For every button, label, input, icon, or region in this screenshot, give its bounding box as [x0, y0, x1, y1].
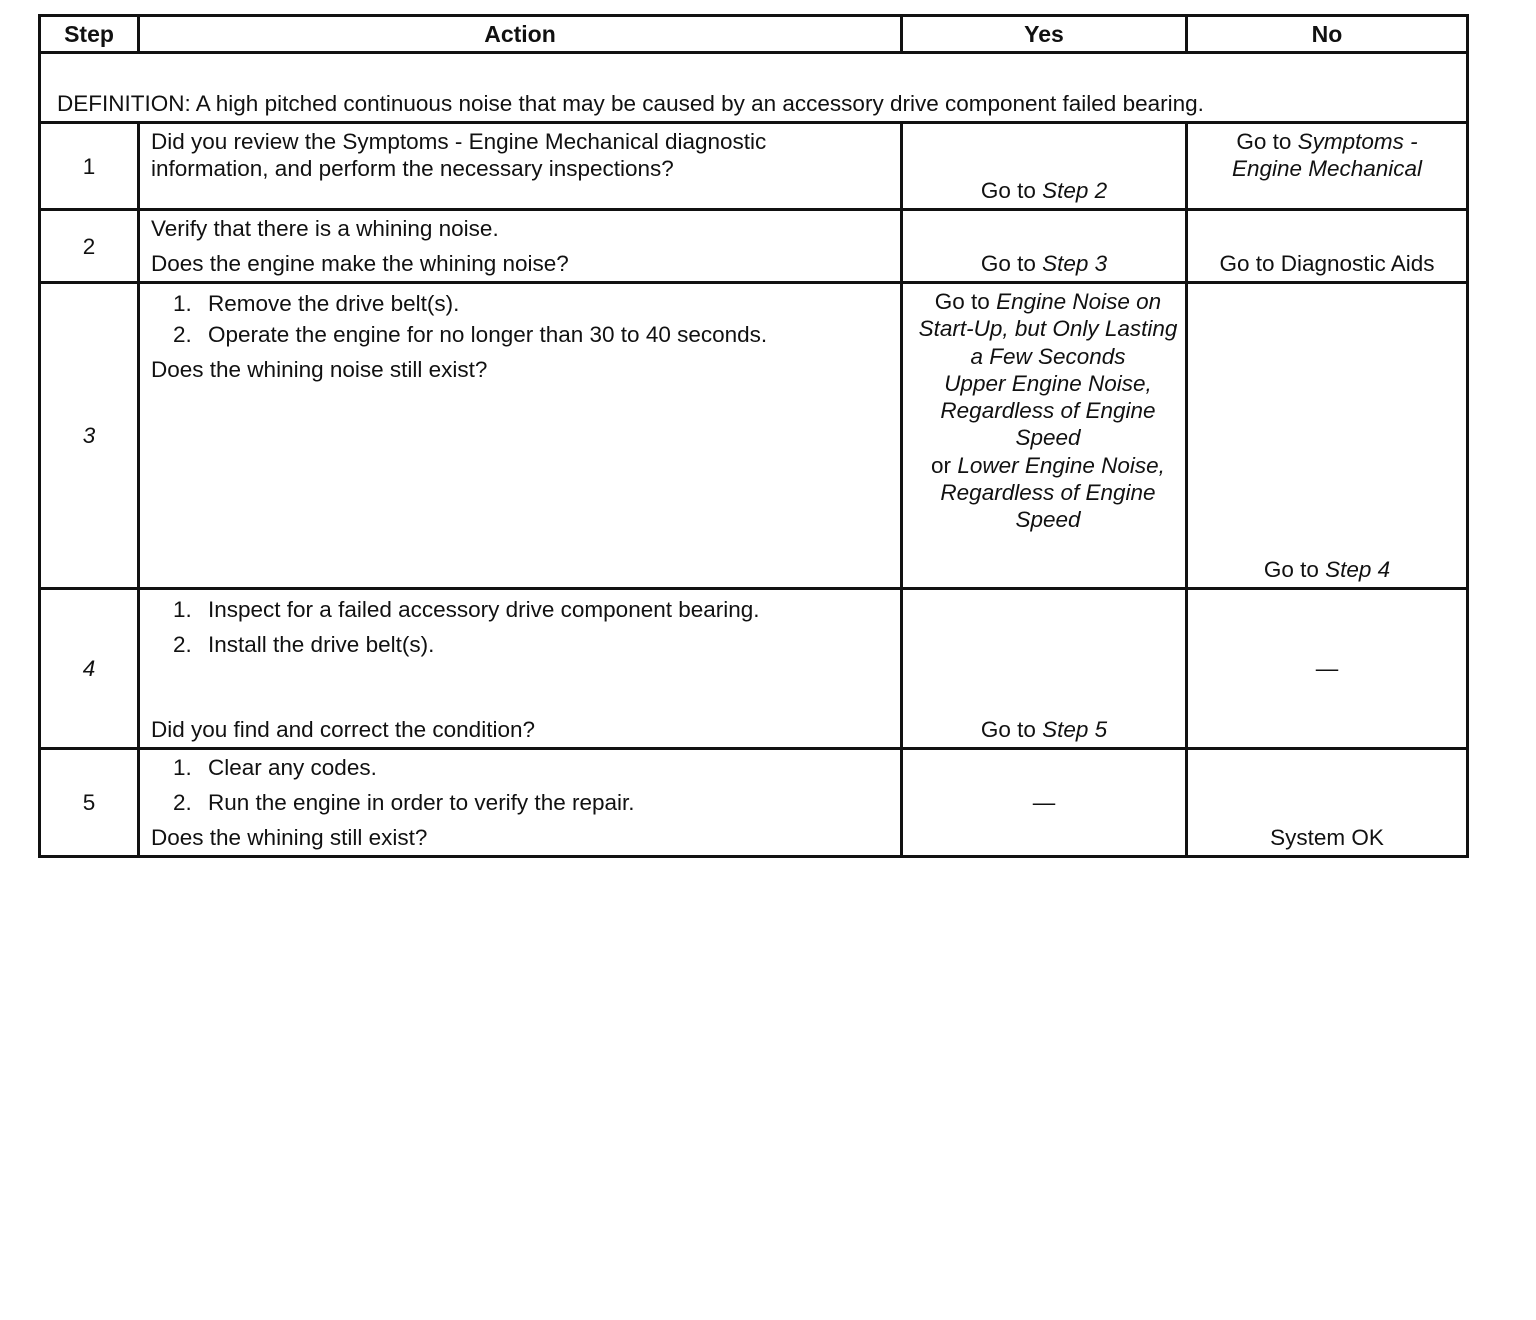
no-dash: —: [1315, 656, 1339, 681]
header-action: Action: [139, 16, 902, 53]
item-number: 2.: [173, 632, 192, 657]
no-cell: [1187, 210, 1468, 283]
action-text: information, and perform the necessary inspections?: [151, 156, 674, 181]
yes-or: or: [931, 452, 958, 478]
diagnostic-table: [38, 14, 1469, 858]
table-row: [40, 589, 1468, 749]
no-link[interactable]: System OK: [1270, 825, 1384, 850]
table-row: [40, 210, 1468, 283]
action-question: Does the whining still exist?: [151, 825, 428, 850]
table-row: [40, 283, 1468, 589]
action-question: Does the engine make the whining noise?: [151, 251, 569, 276]
action-cell: [139, 749, 902, 857]
item-number: 1.: [173, 291, 192, 316]
step-number: 2: [40, 210, 139, 283]
list-item: [151, 789, 890, 816]
item-number: 2.: [173, 322, 192, 347]
list-item: [151, 596, 890, 623]
no-link[interactable]: Step 4: [1325, 557, 1391, 582]
yes-cell: [902, 283, 1187, 589]
action-cell: [139, 589, 902, 749]
yes-link[interactable]: Step 2: [1042, 178, 1108, 203]
yes-cell: [902, 210, 1187, 283]
action-list: [151, 596, 890, 658]
action-text: Verify that there is a whining noise.: [151, 216, 499, 241]
definition-row: [40, 53, 1468, 123]
item-text: Install the drive belt(s).: [208, 632, 435, 657]
action-list: [151, 290, 890, 348]
step-number: 1: [40, 123, 139, 210]
item-text: Operate the engine for no longer than 30 to 40 seconds.: [208, 322, 768, 347]
item-text: Inspect for a failed accessory drive component bearing.: [208, 597, 760, 622]
item-text: Clear any codes.: [208, 755, 377, 780]
action-text: Did you review the Symptoms - Engine Mechanical diagnostic: [151, 129, 767, 154]
table-row: [40, 123, 1468, 210]
yes-prefix: Go to: [934, 289, 997, 314]
table-row: [40, 749, 1468, 857]
yes-prefix: Go to: [980, 717, 1043, 742]
yes-dash: —: [1032, 790, 1056, 815]
header-yes: Yes: [902, 16, 1187, 53]
action-question: Did you find and correct the condition?: [151, 717, 535, 742]
action-cell: [139, 283, 902, 589]
step-number: 3: [40, 283, 139, 589]
no-prefix: Go to: [1236, 129, 1298, 154]
step-number: 4: [40, 589, 139, 749]
list-item: [151, 321, 890, 348]
yes-link[interactable]: Step 3: [1042, 251, 1108, 276]
item-number: 2.: [173, 790, 192, 815]
step-number: 5: [40, 749, 139, 857]
no-cell: [1187, 123, 1468, 210]
header-row: [40, 16, 1468, 53]
yes-cell: [902, 749, 1187, 857]
action-cell: [139, 123, 902, 210]
action-question: Does the whining noise still exist?: [151, 357, 488, 382]
action-cell: [139, 210, 902, 283]
yes-link[interactable]: Step 5: [1042, 717, 1108, 742]
item-text: Run the engine in order to verify the repair.: [208, 790, 635, 815]
header-step: Step: [40, 16, 139, 53]
header-no: No: [1187, 16, 1468, 53]
item-text: Remove the drive belt(s).: [208, 291, 460, 316]
item-number: 1.: [173, 755, 192, 780]
yes-cell: [902, 123, 1187, 210]
action-list: [151, 754, 890, 816]
no-link[interactable]: Engine Mechanical: [1231, 156, 1423, 181]
list-item: [151, 631, 890, 658]
yes-link[interactable]: Lower Engine Noise, Regardless of Engine Speed: [940, 452, 1165, 533]
yes-link[interactable]: Engine Noise on Start-Up, but Only Lasting a Few Seconds: [918, 289, 1178, 369]
no-prefix: Go to: [1263, 557, 1326, 582]
yes-link[interactable]: Upper Engine Noise, Regardless of Engine Speed: [940, 370, 1156, 451]
yes-cell: [902, 589, 1187, 749]
definition-text: DEFINITION: A high pitched continuous noise that may be caused by an accessory drive component failed bearing.: [57, 91, 1204, 116]
yes-prefix: Go to: [980, 251, 1043, 276]
no-link[interactable]: Go to Diagnostic Aids: [1219, 251, 1435, 276]
list-item: [151, 754, 890, 781]
no-link[interactable]: Symptoms -: [1297, 129, 1418, 154]
no-cell: [1187, 749, 1468, 857]
no-cell: [1187, 283, 1468, 589]
list-item: [151, 290, 890, 317]
no-cell: [1187, 589, 1468, 749]
item-number: 1.: [173, 597, 192, 622]
yes-prefix: Go to: [980, 178, 1043, 203]
